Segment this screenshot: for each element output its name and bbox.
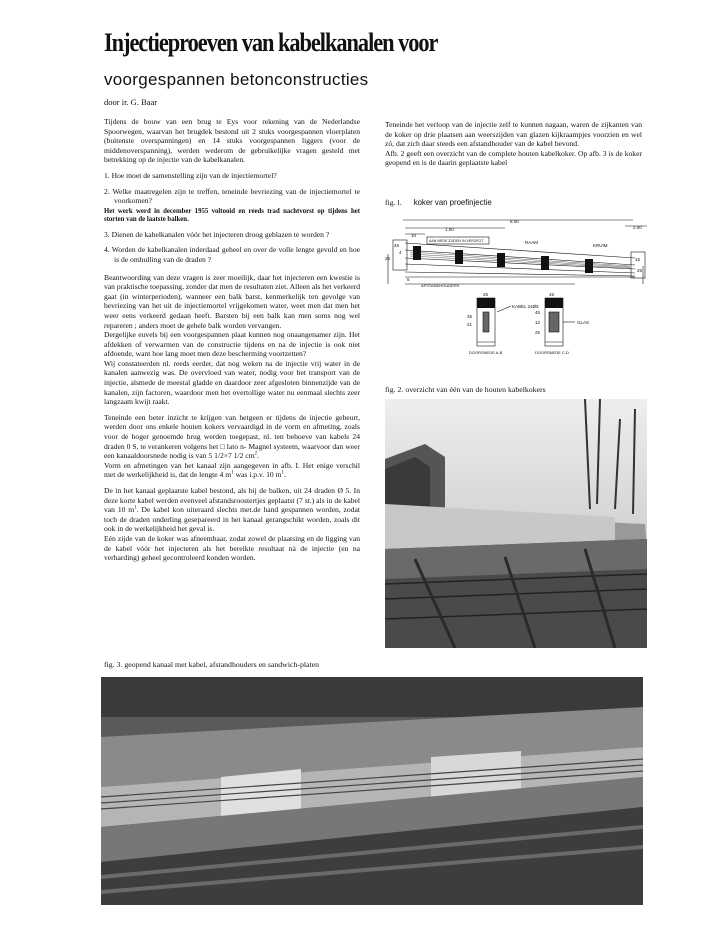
- figure-3-caption: fig. 3. geopend kanaal met kabel, afstandhouders en sandwich-platen: [104, 660, 319, 669]
- question-2: 2. Welke maatregelen zijn te treffen, teneinde bevriezing van de injectiemortel te voorkomen?: [104, 186, 360, 206]
- dim-15: 15: [635, 257, 641, 262]
- paragraph-figure-reference: Afb. 2 geeft een overzicht van de complete houten kabelkoker. Op afb. 3 is de koker geopend en is de daarin geplaatste kabel: [385, 148, 642, 168]
- sec-b-25: 25: [535, 330, 541, 335]
- drawing-box-text: AAN NEDE ZIJDEN IN VERZEGT: [429, 239, 484, 243]
- paragraph-plate: Dergelijke euvels bij een voorgespannen plaat kunnen nog onaangenamer zijn. Het afdekken of verwarmen van de constructie tijdens en na de injectie is ook niet afdoende, want hoe lang moet men deze bescherming voortzetten?: [104, 330, 360, 359]
- photo-wooden-cable-duct: [385, 399, 647, 648]
- technical-drawing: [385, 214, 650, 379]
- sec-21: 21: [467, 322, 473, 327]
- dim-100: 1.00: [445, 227, 454, 232]
- raam-label: RAAM: [525, 240, 539, 245]
- sec-b-45b: 45: [535, 310, 541, 315]
- dim-10: 10: [411, 233, 417, 238]
- sec-35: 35: [467, 314, 473, 319]
- kabel-label: KABEL 24Ø5: [512, 304, 539, 309]
- author-line: door ir. G. Baar: [104, 97, 158, 107]
- left-column: [104, 117, 360, 569]
- dim-4: 4: [399, 250, 402, 255]
- kruim-label: KRUIM: [593, 243, 608, 248]
- figure-2-caption: fig. 2. overzicht van één van de houten kabelkokers: [385, 385, 546, 394]
- paragraph-water: Wij constateerden nl. reeds eerder, dat nog weken na de injectie vrij water in de kanalen aanwezig was. De overvloed van water, nodig voor het transport van de injectie, alsmede de meestal gladde en daardoor zeer afgesloten binnenzijde van de kanalen, zijn factoren, waardoor men het overtollige water nu eenmaal slechts zeer langzaam kwijt raakt.: [104, 358, 360, 407]
- question-2-note: Het werk werd in december 1955 voltooid en reeds trad nachtvorst op tijdens het storten van de laatste balken.: [104, 207, 360, 223]
- figure-1-caption: fig. l. koker van proefinjectie: [385, 198, 492, 207]
- dim-25b: 25: [637, 268, 643, 273]
- article-subtitle: voorgespannen betonconstructies: [104, 70, 369, 89]
- dim-800: 8.00: [510, 219, 519, 224]
- paragraph-kokers: Teneinde een beter inzicht te krijgen van hetgeen er tijdens de injectie gebeurt, werden door ons enkele houten kokers vervaardigd in de vorm en afmeting, zoals voor de hoger genoemde brug werden toegepast, nl. ten behoeve van kabels 24 draden 0 S, te verankeren volgens het □ lato n- Magnel systeem, waarvoor dan weer een kanaaldoorsnede nodig is van 5 1/2×7 1/2 $cm^2$.: [104, 412, 360, 461]
- paragraph-windows: Teneinde het verloop van de injectie zelf te kunnen nagaan, waren de zijkanten van de koker op drie plaatsen aan weerszijden van glazen kijkraampjes voorzien en wel zó, dat zich daar steeds een afstandhouder van de kabel bevond.: [385, 120, 642, 149]
- question-3: 3. Dienen de kabelkanalen vóór het injecteren droog geblazen te worden ?: [104, 229, 330, 239]
- paragraph-cable: De in het kanaal geplaatste kabel bestond, als bij de balken, uit 24 draden Ø 5. In deze korte kabel werden evenveel afstandsroostertjes geplaatst (7 st.) als in de kabel van 10 $m^1$. De kabel kon uiteraard slechts met.de hand gespannen worden, zodat toch de draden onderling gesepareerd in het kanaal gerangschikt worden, zoals dit ook in de werkelijkheid het geval is.: [104, 486, 360, 534]
- paragraph-answers: Beantwoording van deze vragen is zeer moeilijk, daar het injecteren een kwestie is van praktische toepassing, zonder dat men de resultaten ziet. Alleen als het verkeerd gaat (in winterperioden), wanneer een balk barst, kenmerkelijk ten gevolge van bevriezing van het uit de injectiemortel vrijgekomen water, weet men dat men het weer eens verkeerd gedaan heeft. Barsten bij een balk kan men soms nog wel repareren ; anders moet de gehele balk worden vervangen.: [104, 272, 360, 330]
- glas-label: GLAS: [577, 320, 590, 325]
- photo-opened-duct: [101, 677, 643, 905]
- right-column: [385, 120, 642, 174]
- dim-5: 5: [407, 277, 410, 282]
- article-title: Injectieproeven van kabelkanalen voor: [104, 28, 438, 57]
- question-4: 4. Worden de kabelkanalen inderdaad geheel en over de volle lengte gevuld en hoe is de omhulling van de draden ?: [104, 245, 360, 264]
- intro-paragraph: Tijdens de bouw van een brug te Eys voor rekening van de Nederlandse Spoorwegen, waarvan het brugdek bestond uit 2 stuks voorgespannen vloerplaten (buitenste overspanningen) en 14 stuks voorgespannen liggers (voor de middenoverspanning), werden wederom de gebruikelijke vragen gesteld met betrekking op de injectie van de kabelkanalen.: [104, 117, 360, 165]
- question-1: 1. Hoe moet de samenstelling zijn van de injectiemortel?: [104, 170, 277, 180]
- paragraph-removable-side: Eén zijde van de koker was afneembaar, zodat zowel de plaatsing en de ligging van de kabel vóór het injecteren als het bereikte resultaat nà de injectie (en na verharding) geheel gecontroleerd konden worden.: [104, 533, 360, 563]
- doorsnede-ab-label: DOORSNEDE A-B: [469, 350, 503, 355]
- doorsnede-cd-label: DOORSNEDE C-D: [535, 350, 570, 355]
- sec-b-12: 12: [535, 320, 541, 325]
- sec-b-45: 45: [549, 292, 555, 297]
- paragraph-dimensions: Vorm en afmetingen van het kanaal zijn aangegeven in afb. I. Het enige verschil met de werkelijkheid is, dat de lengte 4 $m^1$ was i.p.v. 10 $m^1$.: [104, 460, 360, 480]
- dim-25: 25: [385, 256, 391, 261]
- sec-25: 25: [483, 292, 489, 297]
- dim-45: 45: [394, 243, 400, 248]
- dim-200: 2.00: [633, 225, 642, 230]
- afstandhouders-label: AFSTANDHOUDERS: [421, 283, 460, 288]
